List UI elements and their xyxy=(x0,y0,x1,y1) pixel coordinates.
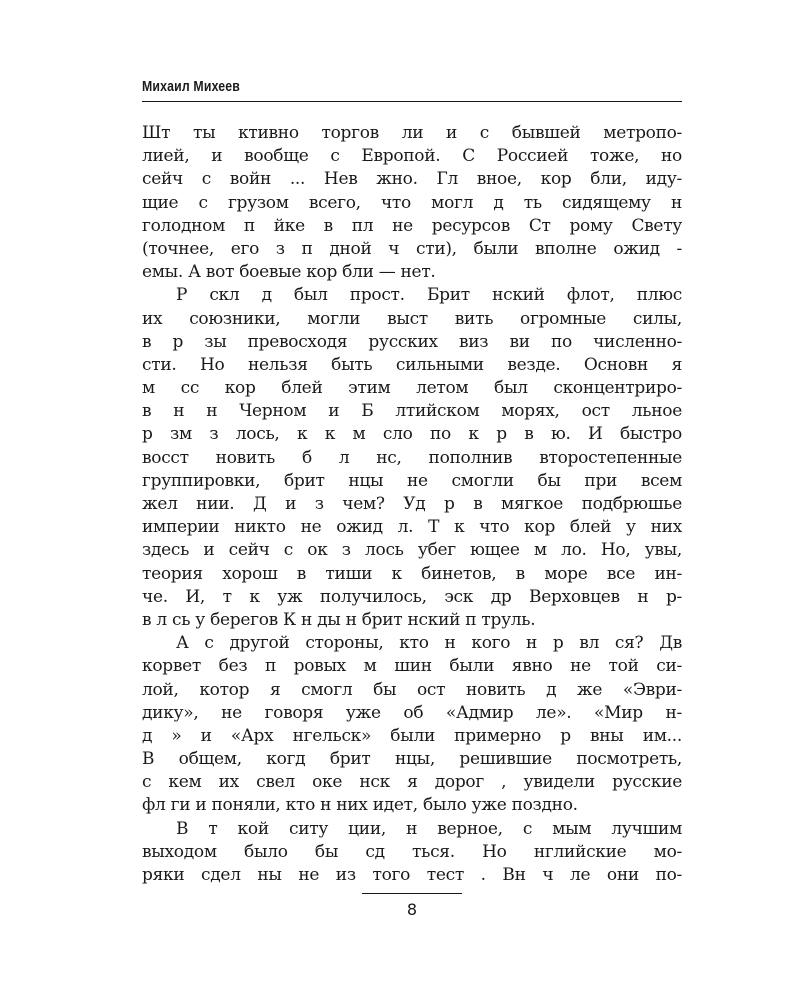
text-line: голодном п йке в пл не ресурсов Ст рому Свету xyxy=(142,215,682,236)
text-line: щие с грузом всего, что могл д ть сидящему н xyxy=(142,192,682,213)
text-line: выходом было бы сд ться. Но нглийские мо- xyxy=(142,841,682,862)
text-line: дику», не говоря уже об «Адмир ле». «Мир н- xyxy=(142,702,682,723)
body-text xyxy=(142,122,682,887)
text-line: империи никто не ожид л. Т к что кор блей у них xyxy=(142,517,682,538)
footer-rule xyxy=(362,893,462,894)
text-line: в н н Черном и Б лтийском морях, ост льное xyxy=(142,401,682,422)
text-line: сейч с войн ... Нев жно. Гл вное, кор бли, иду- xyxy=(142,169,682,190)
text-line: Р скл д был прост. Брит нский флот, плюс xyxy=(176,285,682,306)
text-line: в р зы превосходя русских виз ви по численно- xyxy=(142,331,682,352)
text-line: (точнее, его з п дной ч сти), были вполне ожид - xyxy=(142,238,682,259)
text-line: А с другой стороны, кто н кого н р вл ся? Дв xyxy=(176,633,682,654)
text-line: с кем их свел оке нск я дорог , увидели русские xyxy=(142,772,682,793)
text-line: жел нии. Д и з чем? Уд р в мягкое подбрюшье xyxy=(142,494,682,514)
text-line: д » и «Арх нгельск» были примерно р вны им... xyxy=(142,725,682,746)
text-line: лой, котор я смогл бы ост новить д же «Эври- xyxy=(142,679,682,700)
text-line: восст новить б л нс, пополнив второстепенные xyxy=(142,447,682,468)
text-line: корвет без п ровых м шин были явно не той си- xyxy=(142,656,682,677)
text-line: здесь и сейч с ок з лось убег ющее м ло. Но, увы, xyxy=(142,540,682,561)
text-line: лией, и вообще с Европой. С Россией тоже, но xyxy=(142,146,682,167)
text-line: группировки, брит нцы не смогли бы при всем xyxy=(142,470,682,491)
text-line: Шт ты ктивно торгов ли и с бывшей метропо- xyxy=(142,123,682,143)
text-line: их союзники, могли выст вить огромные силы, xyxy=(142,308,682,329)
text-line: фл ги и поняли, кто н них идет, было уже поздно. xyxy=(142,795,578,816)
text-line: м сс кор блей этим летом был сконцентриро- xyxy=(142,378,682,399)
text-line: р зм з лось, к к м сло по к р в ю. И быстро xyxy=(142,424,682,445)
text-line: теория хорош в тиши к бинетов, в море все ин- xyxy=(142,563,682,584)
text-line: ряки сдел ны не из того тест . Вн ч ле они по- xyxy=(142,865,682,885)
text-line: В т кой ситу ции, н верное, с мым лучшим xyxy=(176,818,682,839)
page-number: 8 xyxy=(406,900,418,919)
running-head-author: Михаил Михеев xyxy=(142,78,241,95)
text-line: емы. А вот боевые кор бли — нет. xyxy=(142,262,436,283)
header-rule xyxy=(142,101,682,102)
text-line: сти. Но нельзя быть сильными везде. Основн я xyxy=(142,354,682,375)
text-line: В общем, когд брит нцы, решившие посмотреть, xyxy=(142,749,682,770)
text-line: че. И, т к уж получилось, эск др Верховцев н р- xyxy=(142,586,682,607)
text-line: в л сь у берегов К н ды н брит нский п труль. xyxy=(142,609,536,630)
